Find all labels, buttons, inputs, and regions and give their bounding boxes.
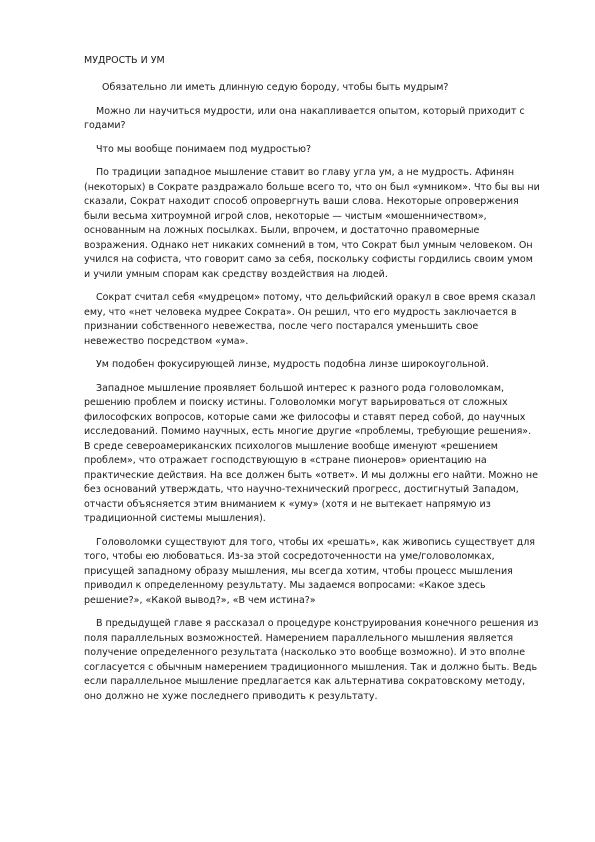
- paragraph-7: Западное мышление проявляет большой интерес к разного рода головоломкам, решению проблем и поиску истины. Головоломки могут варьироваться от сложных философских вопросов, которые сами же философы и ставят перед собой, до научных исследований. Помимо научных, есть многие другие «проблемы, требующие решения». В среде североамериканских психологов мышление вообще именуют «решением проблем», что отражает господствующую в «стране пионеров» ориентацию на практические действия. На все должен быть «ответ». И мы должны его найти. Можно не без оснований утверждать, что научно-технический прогресс, достигнутый Западом, отчасти объясняется этим вниманием к «уму» (хотя и не вытекает напрямую из традиционной системы мышления).: [84, 382, 538, 524]
- paragraph-3: Что мы вообще понимаем под мудростью?: [96, 143, 312, 155]
- paragraph-8: Головоломки существуют для того, чтобы их «решать», как живопись существует для того, чтобы ею любоваться. Из-за этой сосредоточенности на уме/головоломках, присущей западному образу мышления, мы всегда хотим, чтобы процесс мышления приводил к определенному результату. Мы задаемся вопросами: «Какое здесь решение?», «Какой вывод?», «В чем истина?»: [84, 536, 536, 606]
- paragraph-2: Можно ли научиться мудрости, или она накапливается опытом, который приходит с годами?: [84, 105, 525, 131]
- paragraph-5: Сократ считал себя «мудрецом» потому, что дельфийский оракул в свое время сказал ему, что «нет человека мудрее Сократа». Он решил, что его мудрость заключается в признании собственного невежества, после чего постарался уменьшить свое невежество посредством «ума».: [84, 292, 536, 347]
- paragraph-6: Ум подобен фокусирующей линзе, мудрость подобна линзе широкоугольной.: [96, 359, 489, 370]
- document-title: МУДРОСТЬ И УМ: [84, 55, 165, 66]
- paragraph-4: По традиции западное мышление ставит во главу угла ум, а не мудрость. Афинян (некоторых) в Сократе раздражало больше всего то, что он был «умником». Что бы вы ни сказали, Сократ находит способ опровергнуть ваши слова. Некоторые опровержения были весьма хитроумной игрой слов, некоторые — чистым «мошенничеством», основанным на ложных посылках. Были, впрочем, и достаточно правомерные возражения. Однако нет никаких сомнений в том, что Сократ был умным человеком. Он учился на софиста, что говорит само за себя, поскольку софисты гордились своим умом и учили умным спорам как средству воздействия на людей.: [84, 167, 540, 280]
- paragraph-1: Обязательно ли иметь длинную седую бороду, чтобы быть мудрым?: [102, 82, 449, 93]
- paragraph-9: В предыдущей главе я рассказал о процедуре конструирования конечного решения из поля параллельных возможностей. Намерением параллельного мышления является получение определенного результата (насколько это вообще возможно). И это вполне согласуется с обычным намерением традиционного мышления. Так и должно быть. Ведь если параллельное мышление предлагается как альтернатива сократовскому методу, оно должно не хуже последнего приводить к результату.: [84, 618, 539, 702]
